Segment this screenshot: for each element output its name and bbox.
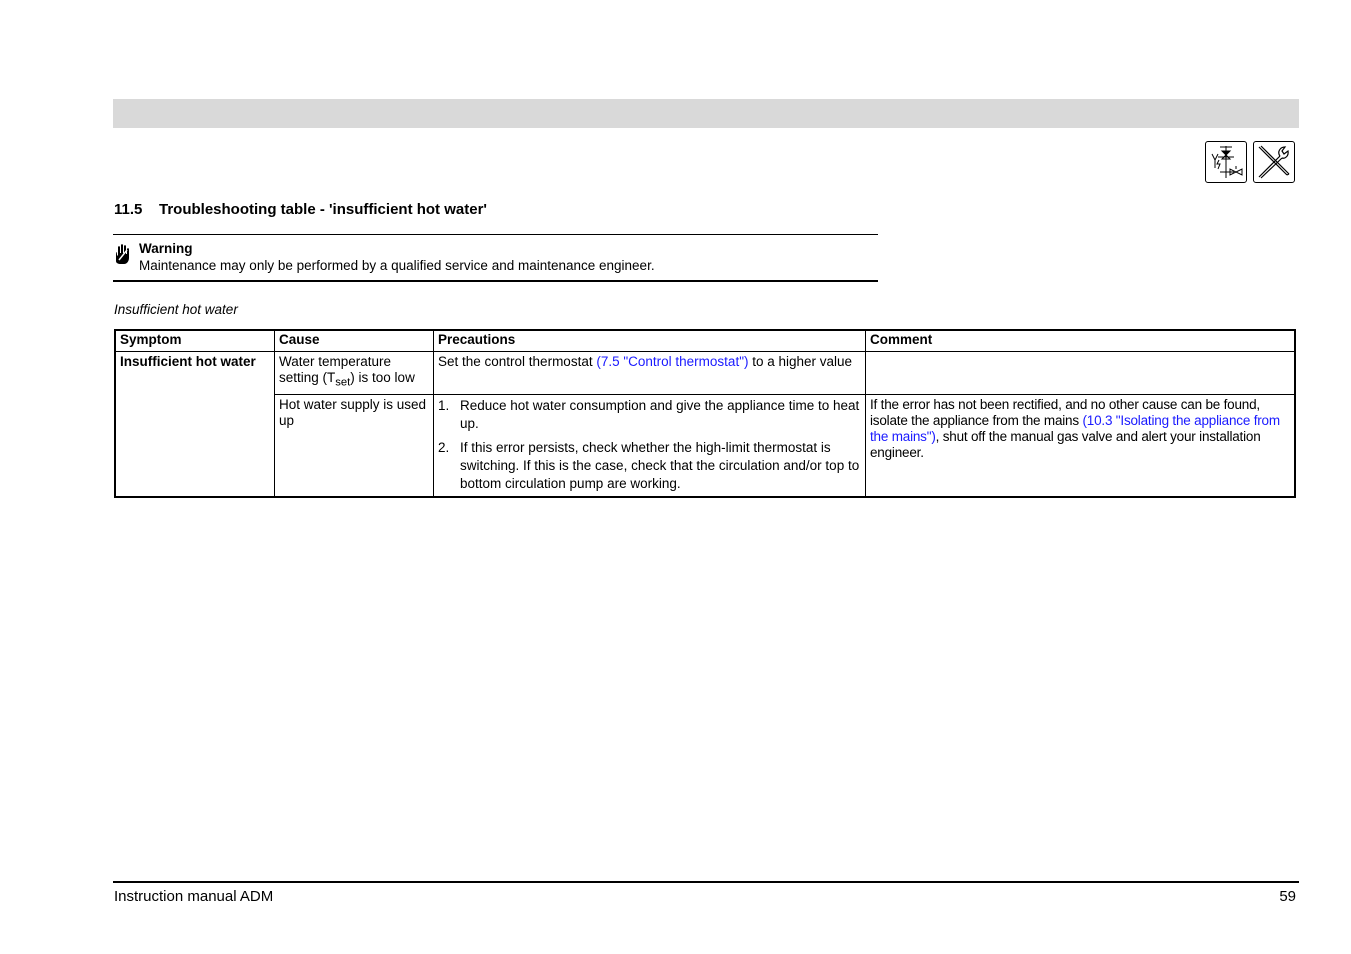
footer-divider xyxy=(113,881,1299,883)
cause-text-pre: Water temperature setting (T xyxy=(279,354,392,385)
header-bar xyxy=(113,99,1299,128)
step-text: Reduce hot water consumption and give the appliance time to heat up. xyxy=(460,397,860,431)
comment-cell xyxy=(866,394,1296,497)
warning-hand-icon xyxy=(113,243,131,265)
comment-text-post: , shut off the manual gas valve and alert your installation engineer. xyxy=(870,428,1261,460)
control-thermostat-link[interactable]: (7.5 "Control thermostat") xyxy=(596,354,749,369)
page-number: 59 xyxy=(1279,888,1296,905)
header-comment: Comment xyxy=(866,330,1296,352)
section-title: Troubleshooting table - 'insufficient hot water' xyxy=(159,201,487,218)
header-cause: Cause xyxy=(275,330,434,352)
plumbing-schematic-icon xyxy=(1205,141,1247,183)
cause-subscript: set xyxy=(335,376,351,389)
comment-text-pre: If the error has not been rectified, and no other cause can be found, isolate the appliance from the mains xyxy=(870,396,1260,428)
comment-cell xyxy=(866,352,1296,395)
precaution-text-pre: Set the control thermostat xyxy=(438,354,597,369)
precaution-cell xyxy=(434,352,866,395)
table-row xyxy=(115,352,1295,395)
table-caption: Insufficient hot water xyxy=(114,302,238,317)
cause-text-post: ) is too low xyxy=(350,370,415,385)
warning-box xyxy=(113,234,878,282)
tools-icon xyxy=(1253,141,1295,183)
cause-cell: Hot water supply is used up xyxy=(275,394,434,497)
table-row xyxy=(115,394,1295,497)
warning-text: Maintenance may only be performed by a qualified service and maintenance engineer. xyxy=(139,258,655,273)
symptom-cell: Insufficient hot water xyxy=(115,352,275,497)
table-header-row xyxy=(115,330,1295,352)
troubleshooting-table xyxy=(114,329,1296,498)
footer-manual-title: Instruction manual ADM xyxy=(114,888,274,905)
cause-cell xyxy=(275,352,434,395)
step-text: If this error persists, check whether the high-limit thermostat is switching. If this is the case, check that the circulation and/or top to bottom circulation pump are working. xyxy=(460,439,860,491)
warning-title: Warning xyxy=(139,241,193,256)
section-heading xyxy=(114,201,487,218)
list-item xyxy=(438,439,861,493)
list-item xyxy=(438,397,861,433)
header-precautions: Precautions xyxy=(434,330,866,352)
step-number: 1. xyxy=(438,397,450,413)
header-symptom: Symptom xyxy=(115,330,275,352)
section-number: 11.5 xyxy=(114,201,143,218)
step-number: 2. xyxy=(438,439,450,455)
isolating-appliance-link[interactable]: (10.3 "Isolating the appliance from the mains") xyxy=(870,412,1280,444)
precaution-steps xyxy=(438,397,861,493)
precaution-cell xyxy=(434,394,866,497)
precaution-text-post: to a higher value xyxy=(748,354,853,369)
